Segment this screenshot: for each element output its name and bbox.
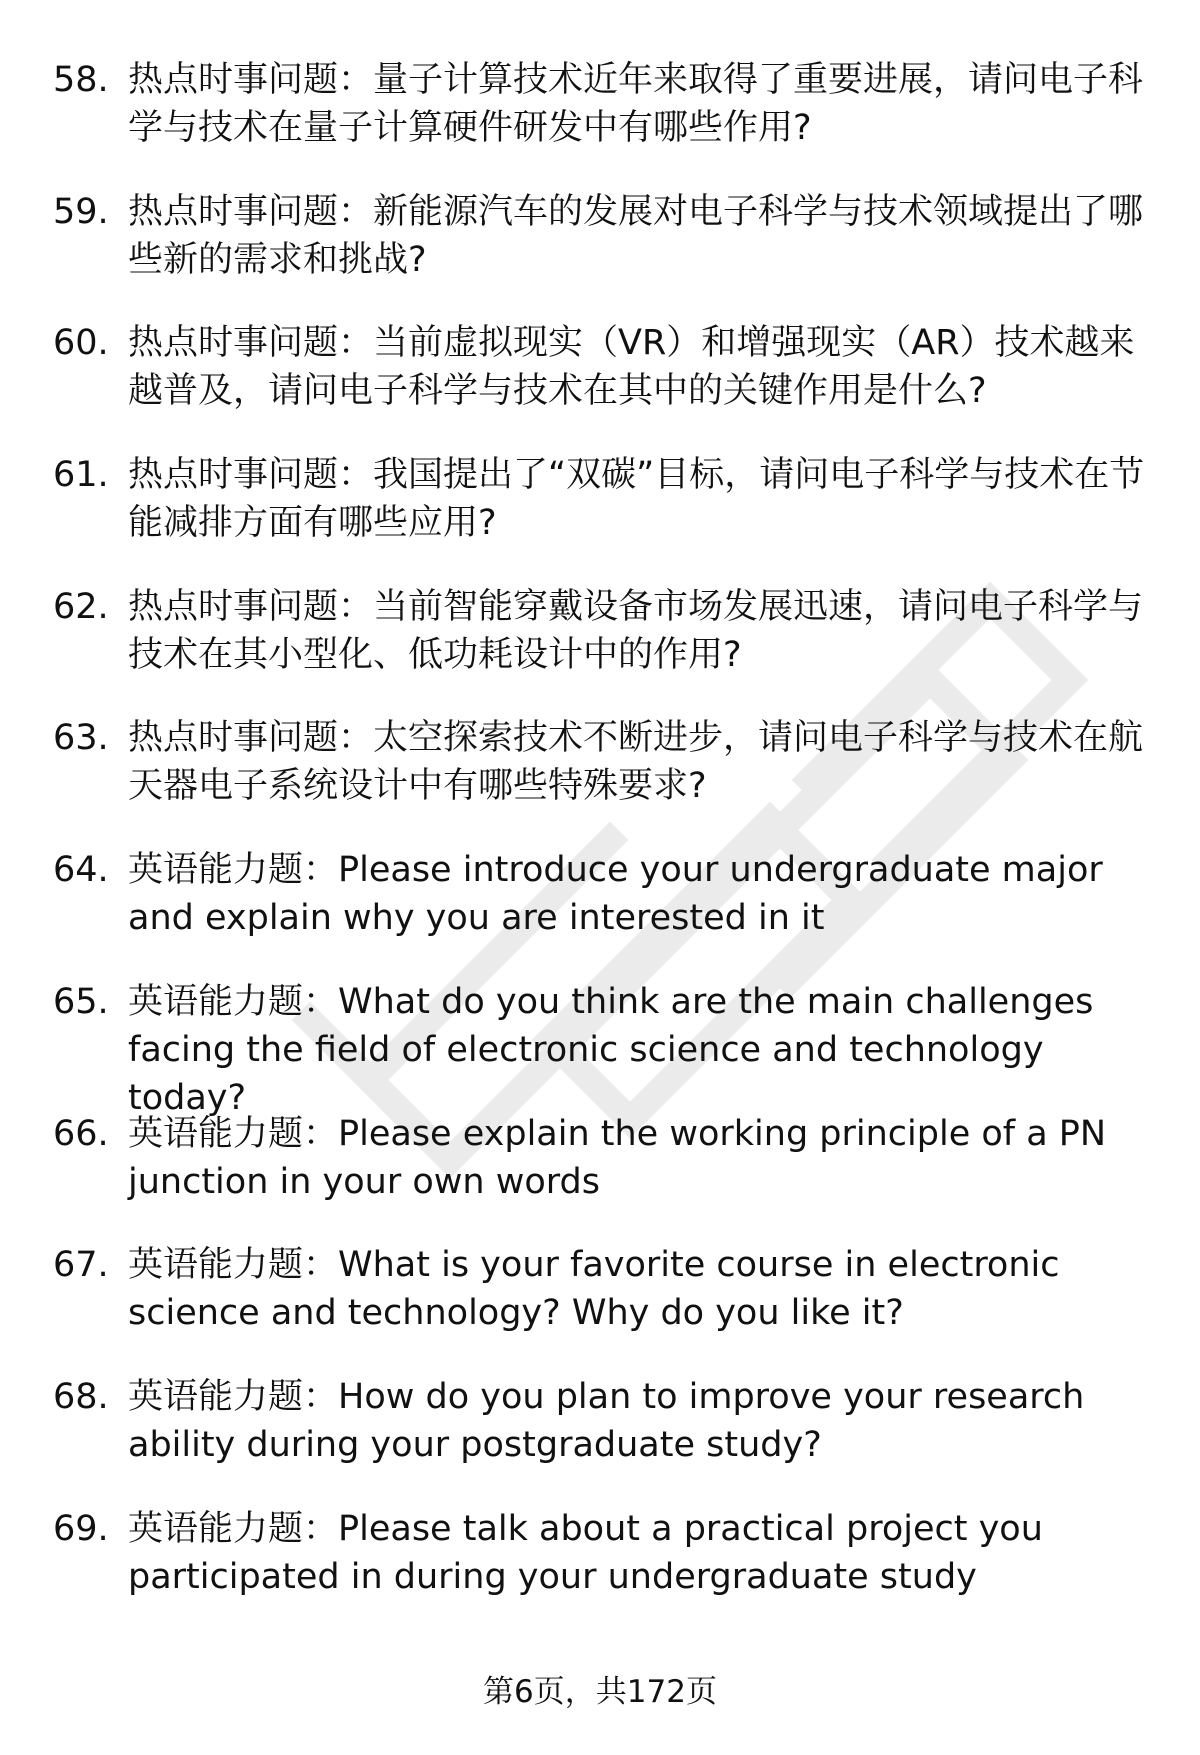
question-number: 64. [53, 850, 109, 891]
question-number: 69. [53, 1508, 109, 1549]
question-body: 当前智能穿戴设备市场发展迅速，请问电子科学与技术在其小型化、低功耗设计中的作用? [128, 586, 1144, 675]
question-text [128, 978, 1158, 1122]
question-body: What do you think are the main challenges facing the field of electronic science and technology today? [128, 981, 1094, 1118]
question-category: 英语能力题： [128, 981, 339, 1022]
question-body: What is your favorite course in electronic science and technology? Why do you like it? [128, 1245, 1060, 1334]
question-category: 热点时事问题： [128, 323, 374, 364]
question-item [0, 1373, 1200, 1505]
question-number: 60. [53, 323, 109, 364]
question-category: 热点时事问题： [128, 455, 374, 496]
question-category: 热点时事问题： [128, 718, 374, 759]
question-body: 我国提出了“双碳”目标，请问电子科学与技术在节能减排方面有哪些应用? [128, 455, 1145, 544]
question-text [128, 583, 1158, 679]
question-item [0, 1505, 1200, 1637]
question-item [0, 583, 1200, 715]
question-item [0, 1241, 1200, 1373]
question-number: 59. [53, 191, 109, 232]
question-item [0, 188, 1200, 320]
question-category: 热点时事问题： [128, 60, 374, 100]
question-item [0, 846, 1200, 978]
question-category: 英语能力题： [128, 1508, 339, 1549]
question-item [0, 56, 1200, 188]
question-item [0, 1110, 1200, 1242]
question-number: 65. [53, 981, 109, 1022]
question-text [128, 1110, 1158, 1206]
question-body: Please introduce your undergraduate major and explain why you are interested in it [128, 850, 1103, 939]
question-number: 61. [53, 455, 109, 496]
question-number: 67. [53, 1245, 109, 1286]
question-text [128, 1241, 1158, 1337]
question-category: 热点时事问题： [128, 191, 374, 232]
question-text [128, 188, 1158, 284]
page-footer [0, 1672, 1200, 1712]
question-category: 英语能力题： [128, 1113, 339, 1154]
question-body: Please talk about a practical project you participated in during your undergraduate study [128, 1508, 1043, 1597]
question-list [0, 56, 1200, 1636]
question-text [128, 714, 1158, 810]
question-category: 英语能力题： [128, 850, 339, 891]
question-number: 62. [53, 586, 109, 627]
question-item [0, 319, 1200, 451]
page-indicator: 第6页，共172页 [483, 1674, 717, 1710]
question-body: 当前虚拟现实（VR）和增强现实（AR）技术越来越普及，请问电子科学与技术在其中的关键作用是什么? [128, 323, 1135, 412]
question-category: 热点时事问题： [128, 586, 374, 627]
question-text [128, 451, 1158, 547]
question-body: 新能源汽车的发展对电子科学与技术领域提出了哪些新的需求和挑战? [128, 191, 1144, 280]
question-item [0, 451, 1200, 583]
question-text [128, 56, 1158, 152]
question-body: 太空探索技术不断进步，请问电子科学与技术在航天器电子系统设计中有哪些特殊要求? [128, 718, 1144, 807]
question-item [0, 978, 1200, 1118]
question-category: 英语能力题： [128, 1245, 339, 1286]
question-item [0, 714, 1200, 846]
question-number: 68. [53, 1376, 109, 1417]
question-body: 量子计算技术近年来取得了重要进展，请问电子科学与技术在量子计算硬件研发中有哪些作用? [128, 60, 1144, 148]
question-text [128, 1373, 1158, 1469]
question-body: How do you plan to improve your research ability during your postgraduate study? [128, 1376, 1085, 1465]
question-text [128, 319, 1158, 415]
question-text [128, 1505, 1158, 1601]
question-text [128, 846, 1158, 942]
question-number: 63. [53, 718, 109, 759]
question-number: 66. [53, 1113, 109, 1154]
question-category: 英语能力题： [128, 1376, 339, 1417]
question-body: Please explain the working principle of a PN junction in your own words [128, 1113, 1107, 1202]
question-number: 58. [53, 60, 109, 100]
